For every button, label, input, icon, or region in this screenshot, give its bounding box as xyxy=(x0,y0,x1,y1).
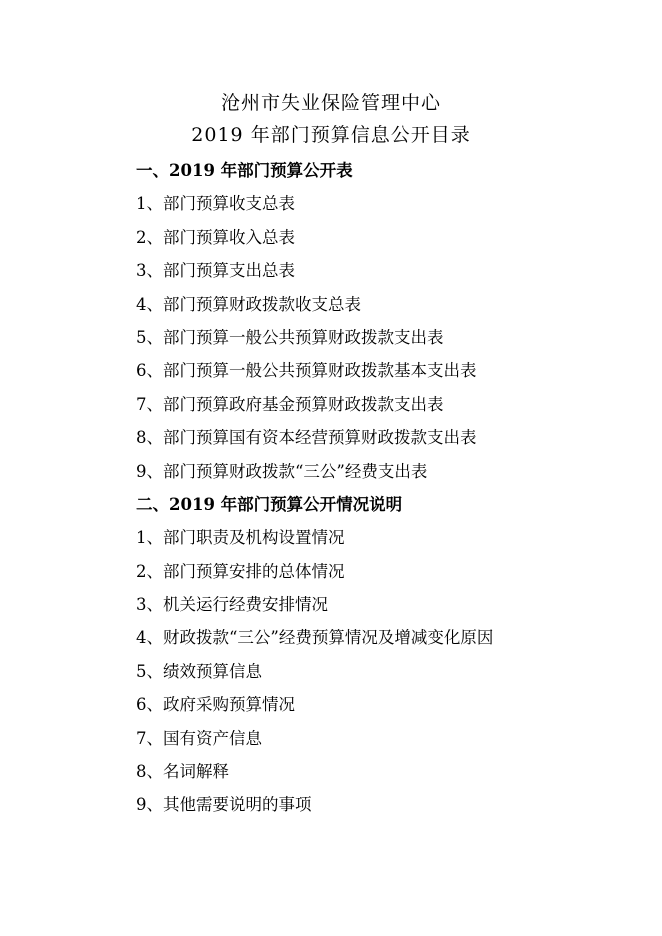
section-heading-budget-tables: 一、2019 年部门预算公开表 xyxy=(136,161,353,180)
list-item: 6、政府采购预算情况 xyxy=(136,695,295,715)
catalog-list xyxy=(136,154,493,822)
list-item: 2、部门预算安排的总体情况 xyxy=(136,561,345,581)
list-item: 8、名词解释 xyxy=(136,762,229,782)
list-item: 6、部门预算一般公共预算财政拨款基本支出表 xyxy=(136,361,477,381)
document-title: 沧州市失业保险管理中心 xyxy=(220,92,441,114)
list-item: 3、机关运行经费安排情况 xyxy=(136,595,328,615)
list-item: 2、部门预算收入总表 xyxy=(136,227,295,247)
section-heading-budget-explanation: 二、2019 年部门预算公开情况说明 xyxy=(136,494,403,514)
list-item: 4、财政拨款“三公”经费预算情况及增减变化原因 xyxy=(136,628,494,648)
list-item: 8、部门预算国有资本经营预算财政拨款支出表 xyxy=(136,428,477,448)
list-item: 1、部门职责及机构设置情况 xyxy=(136,528,345,548)
list-item: 5、部门预算一般公共预算财政拨款支出表 xyxy=(136,327,444,347)
list-item: 7、部门预算政府基金预算财政拨款支出表 xyxy=(136,394,444,414)
list-item: 7、国有资产信息 xyxy=(136,728,262,748)
list-item: 3、部门预算支出总表 xyxy=(136,261,295,281)
list-item: 9、其他需要说明的事项 xyxy=(136,795,312,815)
list-item: 9、部门预算财政拨款“三公”经费支出表 xyxy=(136,461,428,481)
list-item: 1、部门预算收支总表 xyxy=(136,194,295,214)
document-subtitle: 2019 年部门预算信息公开目录 xyxy=(191,124,471,146)
list-item: 4、部门预算财政拨款收支总表 xyxy=(136,294,361,314)
list-item: 5、绩效预算信息 xyxy=(136,661,262,681)
